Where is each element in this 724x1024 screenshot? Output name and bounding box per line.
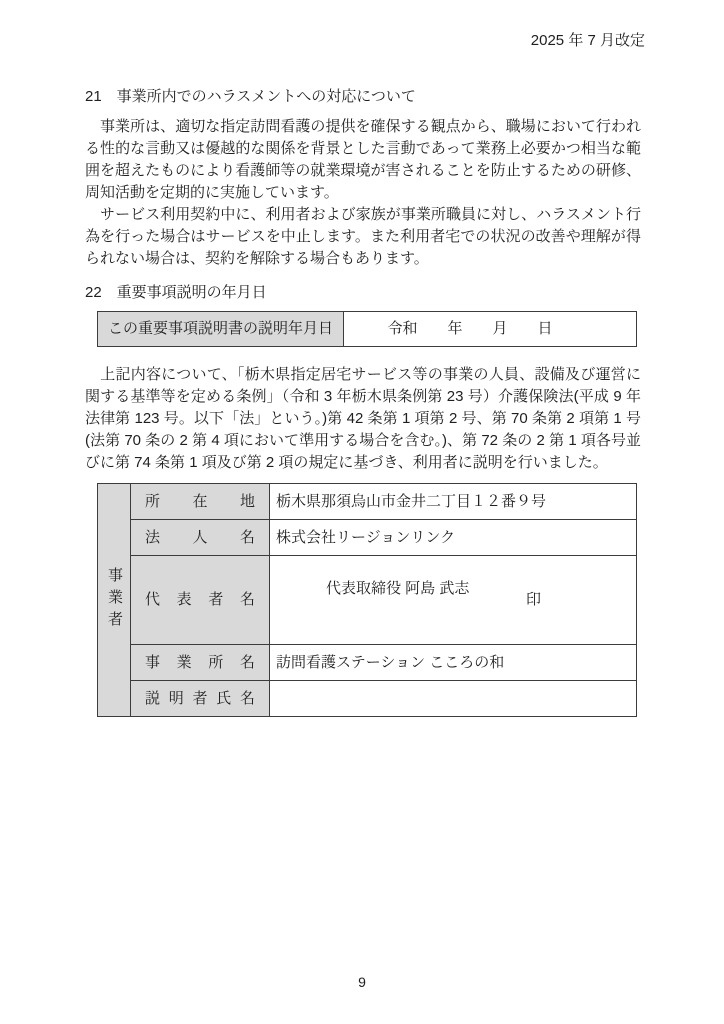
document-body	[85, 86, 641, 717]
table-row	[98, 556, 637, 645]
operator-representative-label: 代 表 者 名	[131, 556, 270, 645]
table-row	[98, 484, 637, 520]
operator-table	[97, 483, 637, 717]
table-row	[98, 520, 637, 556]
table-row	[98, 681, 637, 717]
operator-office-name-value: 訪問看護ステーション こころの和	[270, 645, 637, 681]
section-21-paragraph-2: サービス利用契約中に、利用者および家族が事業所職員に対し、ハラスメント行為を行った場合はサービスを中止します。また利用者宅での状況の改善や理解が得られない場合は、契約を解除する場合もあります。	[85, 206, 641, 267]
section-22-heading: 22 重要事項説明の年月日	[85, 284, 267, 301]
operator-representative-cell	[270, 556, 637, 645]
date-table-label: この重要事項説明書の説明年月日	[98, 312, 344, 347]
explainer-name-label: 説明者氏名	[131, 681, 270, 717]
date-table-value: 令和 年 月 日	[344, 312, 637, 347]
section-21-heading: 21 事業所内でのハラスメントへの対応について	[85, 88, 416, 105]
operator-address-value: 栃木県那須烏山市金井二丁目１２番９号	[270, 484, 637, 520]
date-table-row	[98, 312, 637, 347]
operator-corporate-name-label: 法 人 名	[131, 520, 270, 556]
section-21-paragraph-1: 事業所は、適切な指定訪問看護の提供を確保する観点から、職場において行われる性的な言動又は優越的な関係を背景とした言動であって業務上必要かつ相当な範囲を超えたものにより看護師等の就業環境が害されることを防止するための研修、周知活動を定期的に実施しています。	[85, 118, 641, 201]
explainer-name-value	[270, 681, 637, 717]
legal-basis-paragraph: 上記内容について、「栃木県指定居宅サービス等の事業の人員、設備及び運営に関する基準等を定める条例」（令和 3 年栃木県条例第 23 号）介護保険法(平成 9 年法律第 123 号。以下「法」という。)第 42 条第 1 項第 2 号、第 70 条第 2 項第 1 号(法第 70 条の 2 第 4 項において準用する場合を含む。)、第 72 条の 2 第 1 項各号並びに第 74 条第 1 項及び第 2 項の規定に基づき、利用者に説明を行いました。	[85, 366, 641, 471]
revision-date: 2025 年 7 月改定	[530, 32, 645, 49]
page-number: 9	[358, 974, 366, 990]
operator-address-label: 所 在 地	[131, 484, 270, 520]
operator-office-name-label: 事 業 所 名	[131, 645, 270, 681]
explanation-date-table	[97, 311, 637, 347]
operator-representative-value: 代表取締役 阿島 武志	[326, 580, 470, 597]
seal-placeholder: 印	[525, 591, 541, 608]
operator-corporate-name-value: 株式会社リージョンリンク	[270, 520, 637, 556]
table-row	[98, 645, 637, 681]
operator-group-label: 事業者	[98, 484, 131, 717]
